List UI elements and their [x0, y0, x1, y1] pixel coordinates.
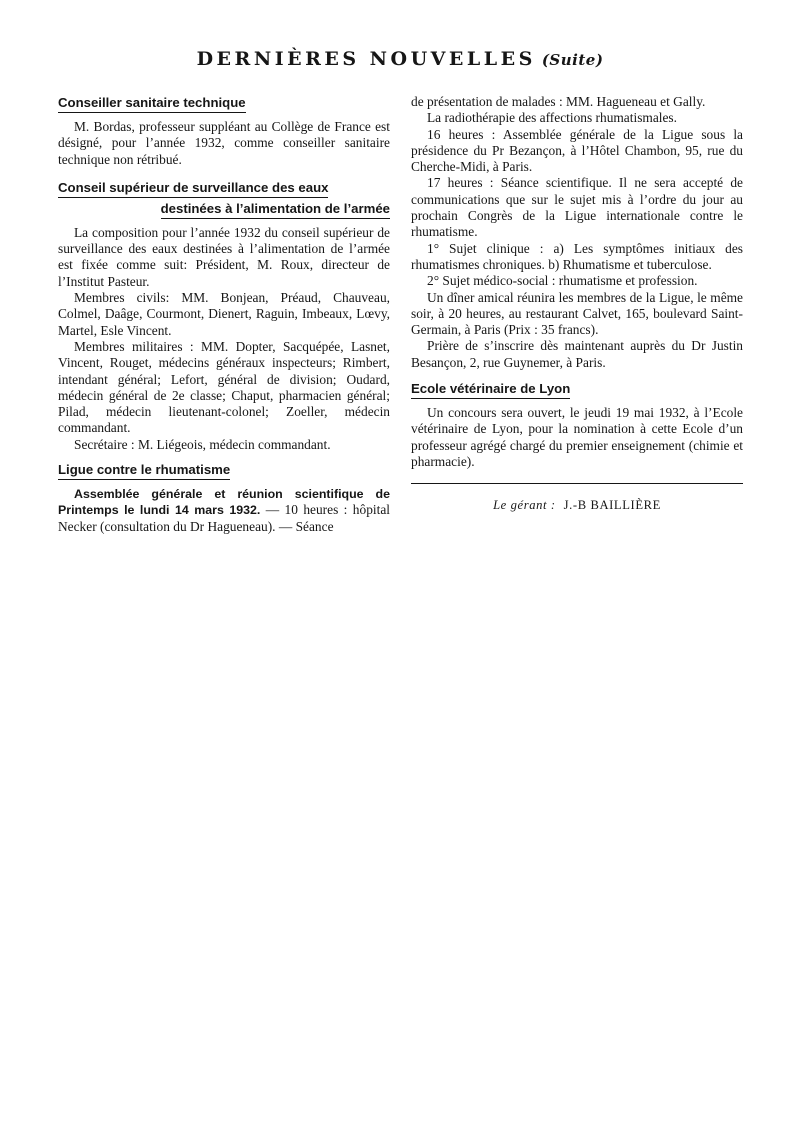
ligue-sujet-medico-social: 2° Sujet médico-social : rhumatisme et profession. — [427, 273, 698, 289]
right-column — [411, 94, 743, 526]
section-title-conseil — [58, 179, 390, 219]
ligue-16-heures: 16 heures : Assemblée générale de la Ligue sous la présidence du Pr Bezançon, à l’Hôtel Chambon, 95, rue du Cherche-Midi, à Paris. — [411, 126, 743, 175]
conseil-paragraph-secretaire: Secrétaire : M. Liégeois, médecin commandant. — [74, 436, 331, 452]
section-title-conseil-line1: Conseil supérieur de surveillance des eaux — [58, 179, 328, 198]
signature-name: J.-B BAILLIÈRE — [563, 497, 661, 512]
section-title-ligue-text: Ligue contre le rhumatisme — [58, 461, 230, 480]
section-title-conseil-line2: destinées à l’alimentation de l’armée — [161, 200, 390, 219]
ligue-diner: Un dîner amical réunira les membres de la Ligue, le même soir, à 20 heures, au restaurant Calvet, 165, boulevard Saint-Germain, à Paris (Prix : 35 francs). — [411, 289, 743, 338]
signature — [411, 497, 743, 513]
conseil-paragraph-composition: La composition pour l’année 1932 du conseil supérieur de surveillance des eaux destinées à l’alimentation de l’armée est fixée comme suit: Président, M. Roux, directeur de l’Institut Pasteur. — [58, 224, 390, 289]
section-title-conseiller-text: Conseiller sanitaire technique — [58, 94, 246, 113]
section-title-conseiller — [58, 94, 390, 113]
ligue-paragraph — [58, 486, 390, 535]
ligue-paragraph-rest: — 10 heures : hôpital Necker (consultation du Dr Hagueneau). — Séance — [58, 502, 390, 534]
section-title-ecole — [411, 380, 743, 399]
ligue-17-heures: 17 heures : Séance scientifique. Il ne sera accepté de communications que sur le sujet mis à l’ordre du jour au prochain Congrès de la Ligue internationale contre le rhumatisme. — [411, 175, 743, 240]
ligue-continued-paragraph: de présentation de malades : MM. Hagueneau et Gally. — [411, 94, 706, 109]
ligue-radiotherapie: La radiothérapie des affections rhumatismales. — [427, 110, 677, 126]
ligue-inscription: Prière de s’inscrire dès maintenant auprès du Dr Justin Besançon, 2, rue Guynemer, à Paris. — [411, 338, 743, 370]
left-column — [58, 94, 390, 535]
closing-rule — [411, 483, 743, 484]
conseiller-paragraph: M. Bordas, professeur suppléant au Collège de France est désigné, pour l’année 1932, comme conseiller sanitaire technique non rétribué. — [58, 119, 390, 167]
conseil-paragraph-militaires: Membres militaires : MM. Dopter, Sacquépée, Lasnet, Vincent, Rouget, médecins généraux inspecteurs; Rimbert, intendant général; Lefort, général de division; Oudard, médecin général de 2e classe; Chaput, pharmacien général; Pilad, médecin lieutenant-colonel; Zoeller, médecin commandant. — [58, 338, 390, 436]
page-title — [0, 48, 800, 70]
conseil-paragraph-civils: Membres civils: MM. Bonjean, Préaud, Chauveau, Colmel, Daâge, Courmont, Dienert, Raguin, Imbeaux, Lœvy, Martel, Esle Vincent. — [58, 290, 390, 338]
ligue-sujet-clinique: 1° Sujet clinique : a) Les symptômes initiaux des rhumatismes chroniques. b) Rhumatisme et tuberculose. — [411, 240, 743, 272]
ligue-lead: Assemblée générale et réunion scientifique de Printemps le lundi 14 mars 1932. — [58, 487, 390, 518]
section-title-ecole-text: Ecole vétérinaire de Lyon — [411, 380, 570, 399]
section-title-ligue — [58, 461, 390, 480]
ecole-paragraph: Un concours sera ouvert, le jeudi 19 mai 1932, à l’Ecole vétérinaire de Lyon, pour la nomination à cette Ecole d’un professeur agrégé chargé du premier enseignement (chimie et pharmacie). — [411, 405, 743, 469]
page-title-suite: (Suite) — [541, 51, 604, 69]
page-title-text: DERNIÈRES NOUVELLES — [196, 48, 536, 70]
signature-label: Le gérant : — [493, 497, 556, 512]
